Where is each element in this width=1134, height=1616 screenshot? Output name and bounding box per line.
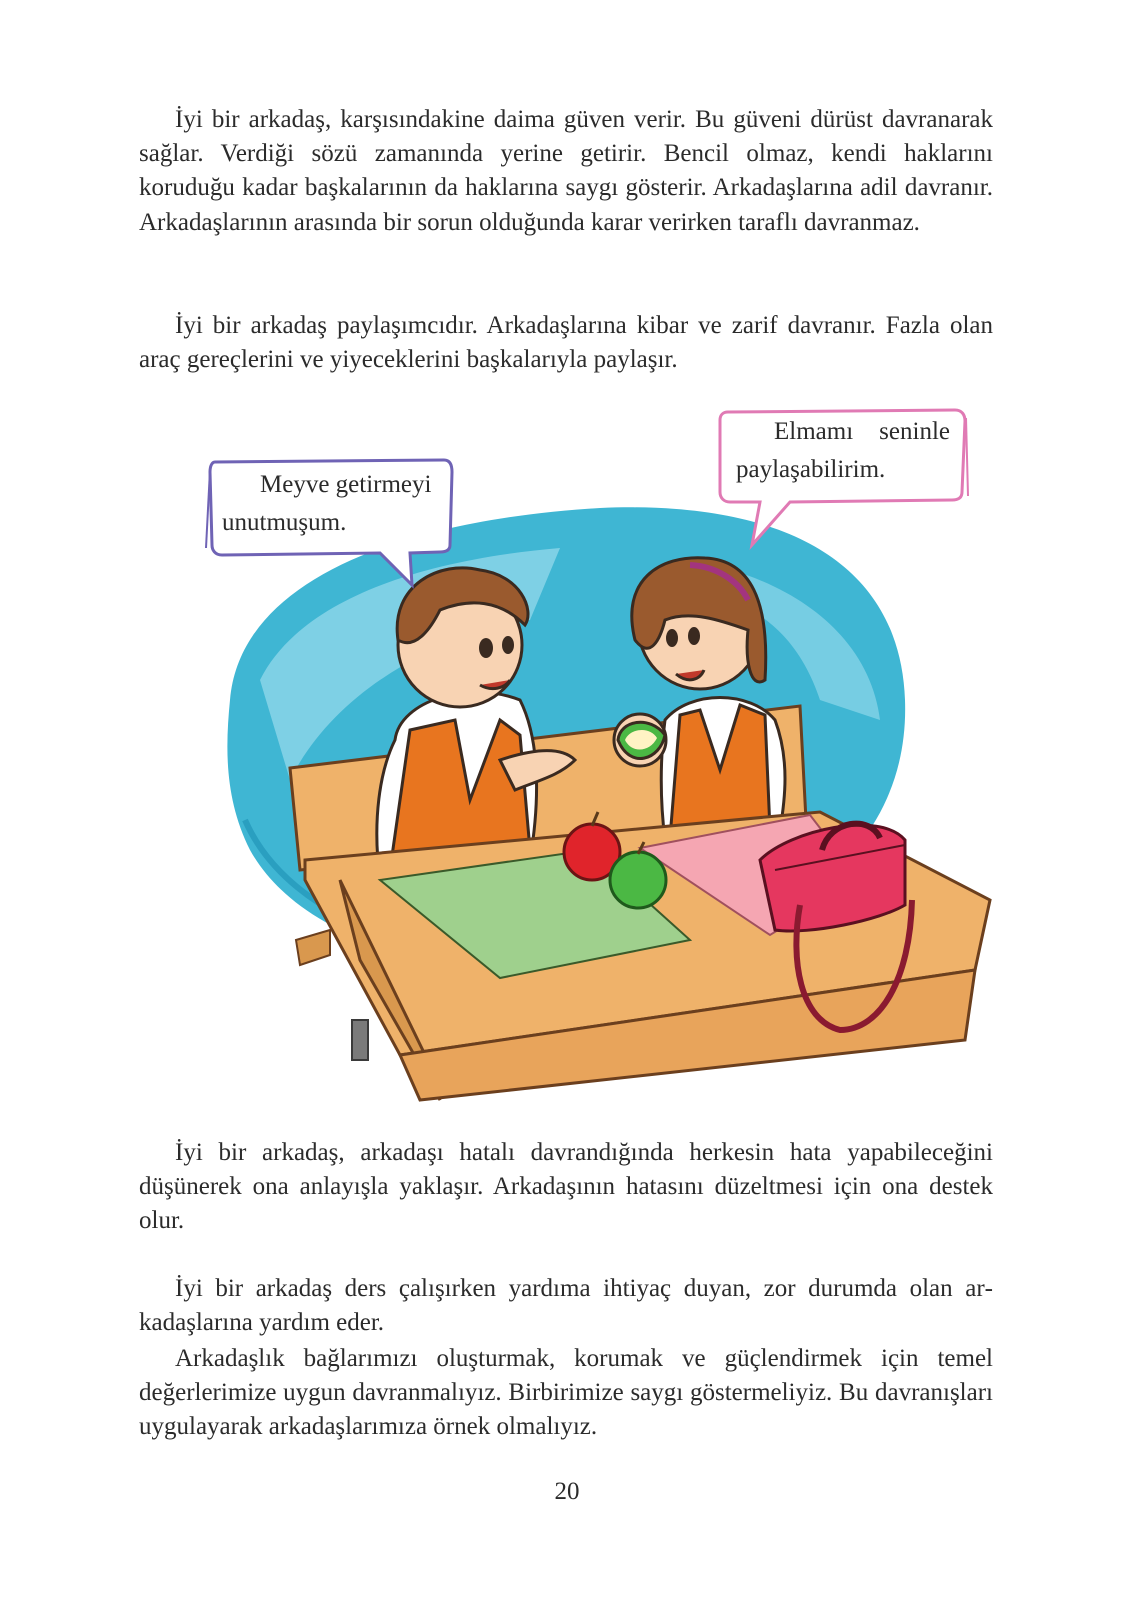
paragraph-good-friend-understanding: İyi bir arkadaş, arkadaşı hatalı davrandığında herkesin hata yapabileceğini düşünerek ona anlayışla yaklaşır. Arkadaşının hatasını düzeltmesi için ona destek olur. [139,1139,993,1235]
page-number: 20 [554,1478,580,1505]
paragraph-good-friend-helping: İyi bir arkadaş ders çalışırken yardıma ihtiyaç duyan, zor durumda olan arkadaşlarına yardım eder. [139,1275,993,1337]
paragraph-good-friend-trust: İyi bir arkadaş, karşısındakine daima güven verir. Bu güveni dürüst davranarak sağlar. Verdiği sözü zamanında yerine getirir. Bencil olmaz, kendi haklarını koruduğu kadar başkalarının da haklarına saygı gösterir. Arkadaşlarına adil davranır. Arkadaşlarının arasında bir sorun olduğunda karar verirken taraflı davranmaz. [139,106,993,236]
paragraph-friendship-bonds: Arkadaşlık bağlarımızı oluşturmak, korumak ve güçlendirmek için temel değerlerimize uygun davranmalıyız. Birbirimize saygı göstermeliyiz. Bu davranışları uygulayarak arkadaşlarımıza örnek olmalıyız. [139,1345,993,1441]
speech-bubble-right-text: Elmamı seninle paylaşabilirim. [736,418,950,483]
speech-bubble-left-text: Meyve getirmeyi unutmuşum. [222,471,432,536]
paragraph-good-friend-sharing: İyi bir arkadaş paylaşımcıdır. Arkadaşlarına kibar ve zarif davranır. Fazla olan araç gereçlerini ve yiyeceklerini başkalarıyla paylaşır. [139,312,993,374]
